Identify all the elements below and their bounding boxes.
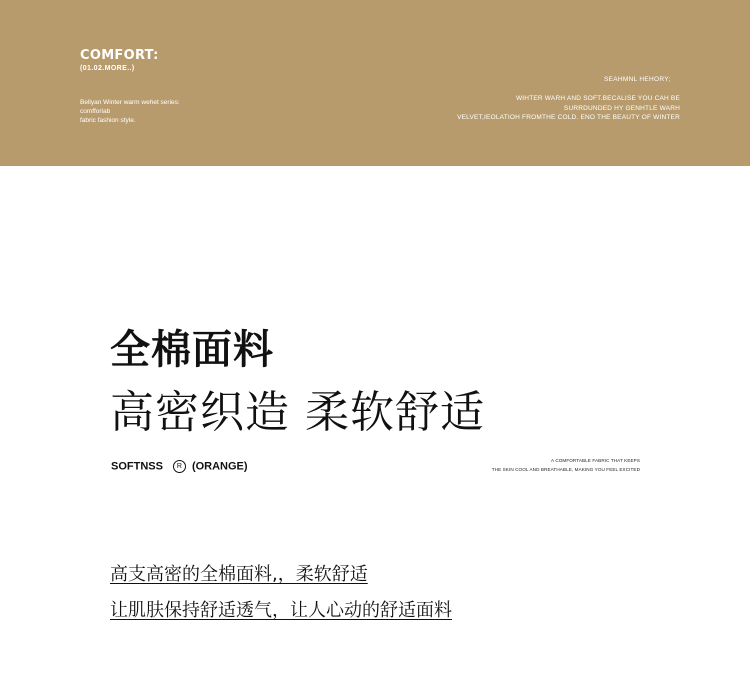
banner-right-line: VELVET,IEOLATIOH FROMTHE COLD. ENO THE BEAUTY OF WINTER [457, 114, 680, 121]
sub-headline: 高密织造 柔软舒适 [110, 387, 485, 438]
small-note [488, 456, 640, 474]
registered-icon: R [173, 460, 186, 473]
feature-line-2: 让肌肤保持舒适透气，让人心动的舒适面料 [110, 600, 452, 621]
tagline [111, 460, 248, 473]
main-headline: 全棉面料 [110, 327, 274, 373]
banner-right-line: WIHTER WARH AND SOFT.BECALISE YOU CAH BE [515, 95, 680, 102]
banner-desc-line: fabric fashion style. [80, 117, 136, 124]
tagline-left: SOFTNSS [111, 460, 163, 473]
tagline-right: (ORANGE) [191, 460, 248, 473]
banner-subtitle: (01.02.MORE..) [80, 65, 135, 72]
banner-right-text [457, 94, 680, 123]
banner-title: COMFORT: [80, 48, 159, 63]
banner-desc-line: Bellyan Winter warm wehet series: [80, 99, 180, 106]
header-banner [0, 0, 750, 166]
banner-desc-line: comfforlab [80, 108, 111, 115]
feature-line-1: 高支高密的全棉面料,，柔软舒适 [110, 564, 368, 585]
banner-right-heading: SEAHMNL HEHORY; [604, 76, 671, 83]
small-note-line: THE SKIN COOL AND BREATHABLE, MAKING YOU FEEL EXCITED [491, 467, 640, 472]
banner-right-line: SURRDUNDED HY GENHTLE WARH [563, 104, 680, 112]
small-note-line: A COMFORTABLE FABRIC THAT KEEPS [551, 458, 640, 463]
banner-description [80, 98, 180, 125]
